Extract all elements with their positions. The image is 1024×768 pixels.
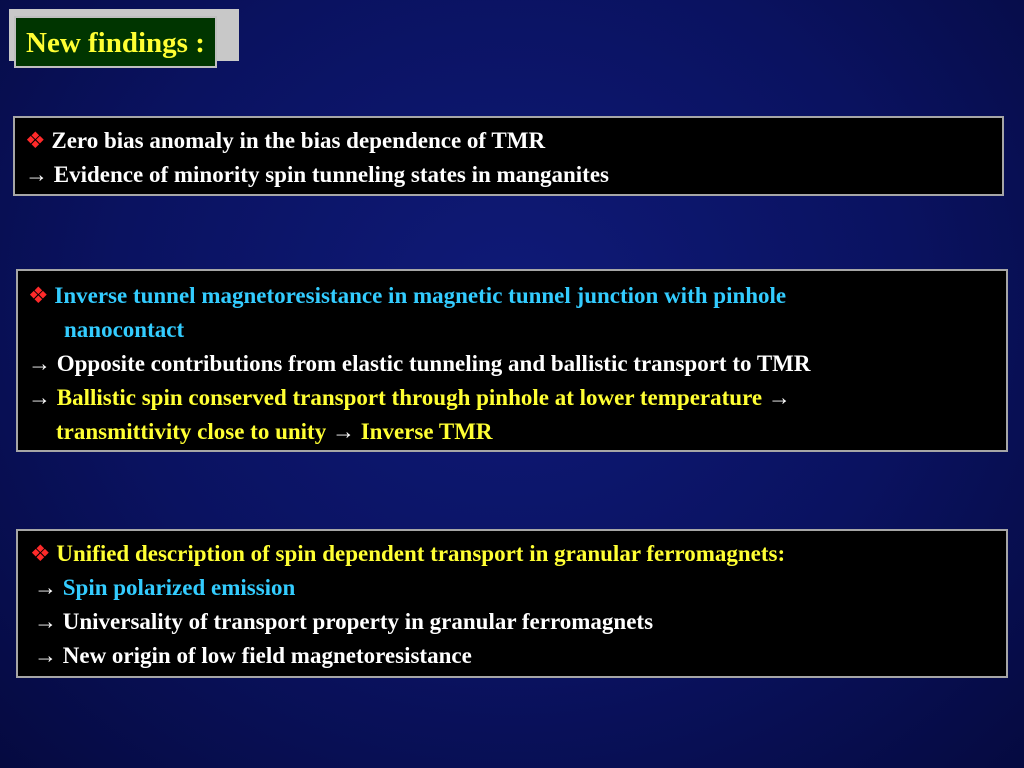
finding-2-point-1: [18, 347, 1006, 381]
finding-2-heading: [18, 279, 1006, 313]
finding-2-heading-continued-text: nanocontact: [64, 317, 185, 342]
right-arrow-icon: →: [34, 609, 57, 634]
finding-3-point-3-text: New origin of low field magnetoresistance: [62, 643, 472, 668]
finding-3-point-3: [18, 639, 1006, 673]
right-arrow-icon: →: [25, 162, 48, 187]
finding-panel-1: [13, 116, 1004, 196]
finding-2-point-2-result: Inverse TMR: [360, 419, 493, 444]
diamond-bullet-icon: ❖: [25, 128, 46, 153]
finding-2-point-2: [18, 381, 1006, 415]
finding-2-point-2-continued: [18, 415, 1006, 449]
finding-panel-3: [16, 529, 1008, 678]
right-arrow-icon: →: [34, 575, 57, 600]
finding-2-point-2-text: Ballistic spin conserved transport through pinhole at lower temperature: [56, 385, 763, 410]
finding-3-point-1: [18, 571, 1006, 605]
finding-3-heading: [18, 537, 1006, 571]
diamond-bullet-icon: ❖: [28, 283, 49, 308]
slide-title: [14, 16, 217, 68]
slide-title-text: New findings :: [26, 27, 205, 59]
right-arrow-icon: →: [28, 385, 51, 410]
finding-1-heading: [15, 124, 1002, 158]
finding-1-heading-text: Zero bias anomaly in the bias dependence of TMR: [51, 128, 546, 153]
right-arrow-icon: →: [34, 643, 57, 668]
finding-2-point-2-continued-text: transmittivity close to unity: [56, 419, 327, 444]
right-arrow-icon: →: [767, 385, 791, 410]
finding-1-conclusion-text: Evidence of minority spin tunneling states in manganites: [53, 162, 609, 187]
diamond-bullet-icon: ❖: [30, 541, 51, 566]
finding-3-point-2-text: Universality of transport property in granular ferromagnets: [62, 609, 654, 634]
finding-panel-2: [16, 269, 1008, 452]
finding-3-point-2: [18, 605, 1006, 639]
finding-1-conclusion: [15, 158, 1002, 192]
finding-2-point-1-text: Opposite contributions from elastic tunneling and ballistic transport to TMR: [56, 351, 811, 376]
finding-3-point-1-text: Spin polarized emission: [62, 575, 296, 600]
finding-2-heading-text: Inverse tunnel magnetoresistance in magnetic tunnel junction with pinhole: [54, 283, 787, 308]
finding-3-heading-text: Unified description of spin dependent transport in granular ferromagnets:: [56, 541, 786, 566]
right-arrow-icon: →: [331, 419, 355, 444]
finding-2-heading-continued: [18, 313, 1006, 347]
right-arrow-icon: →: [28, 351, 51, 376]
